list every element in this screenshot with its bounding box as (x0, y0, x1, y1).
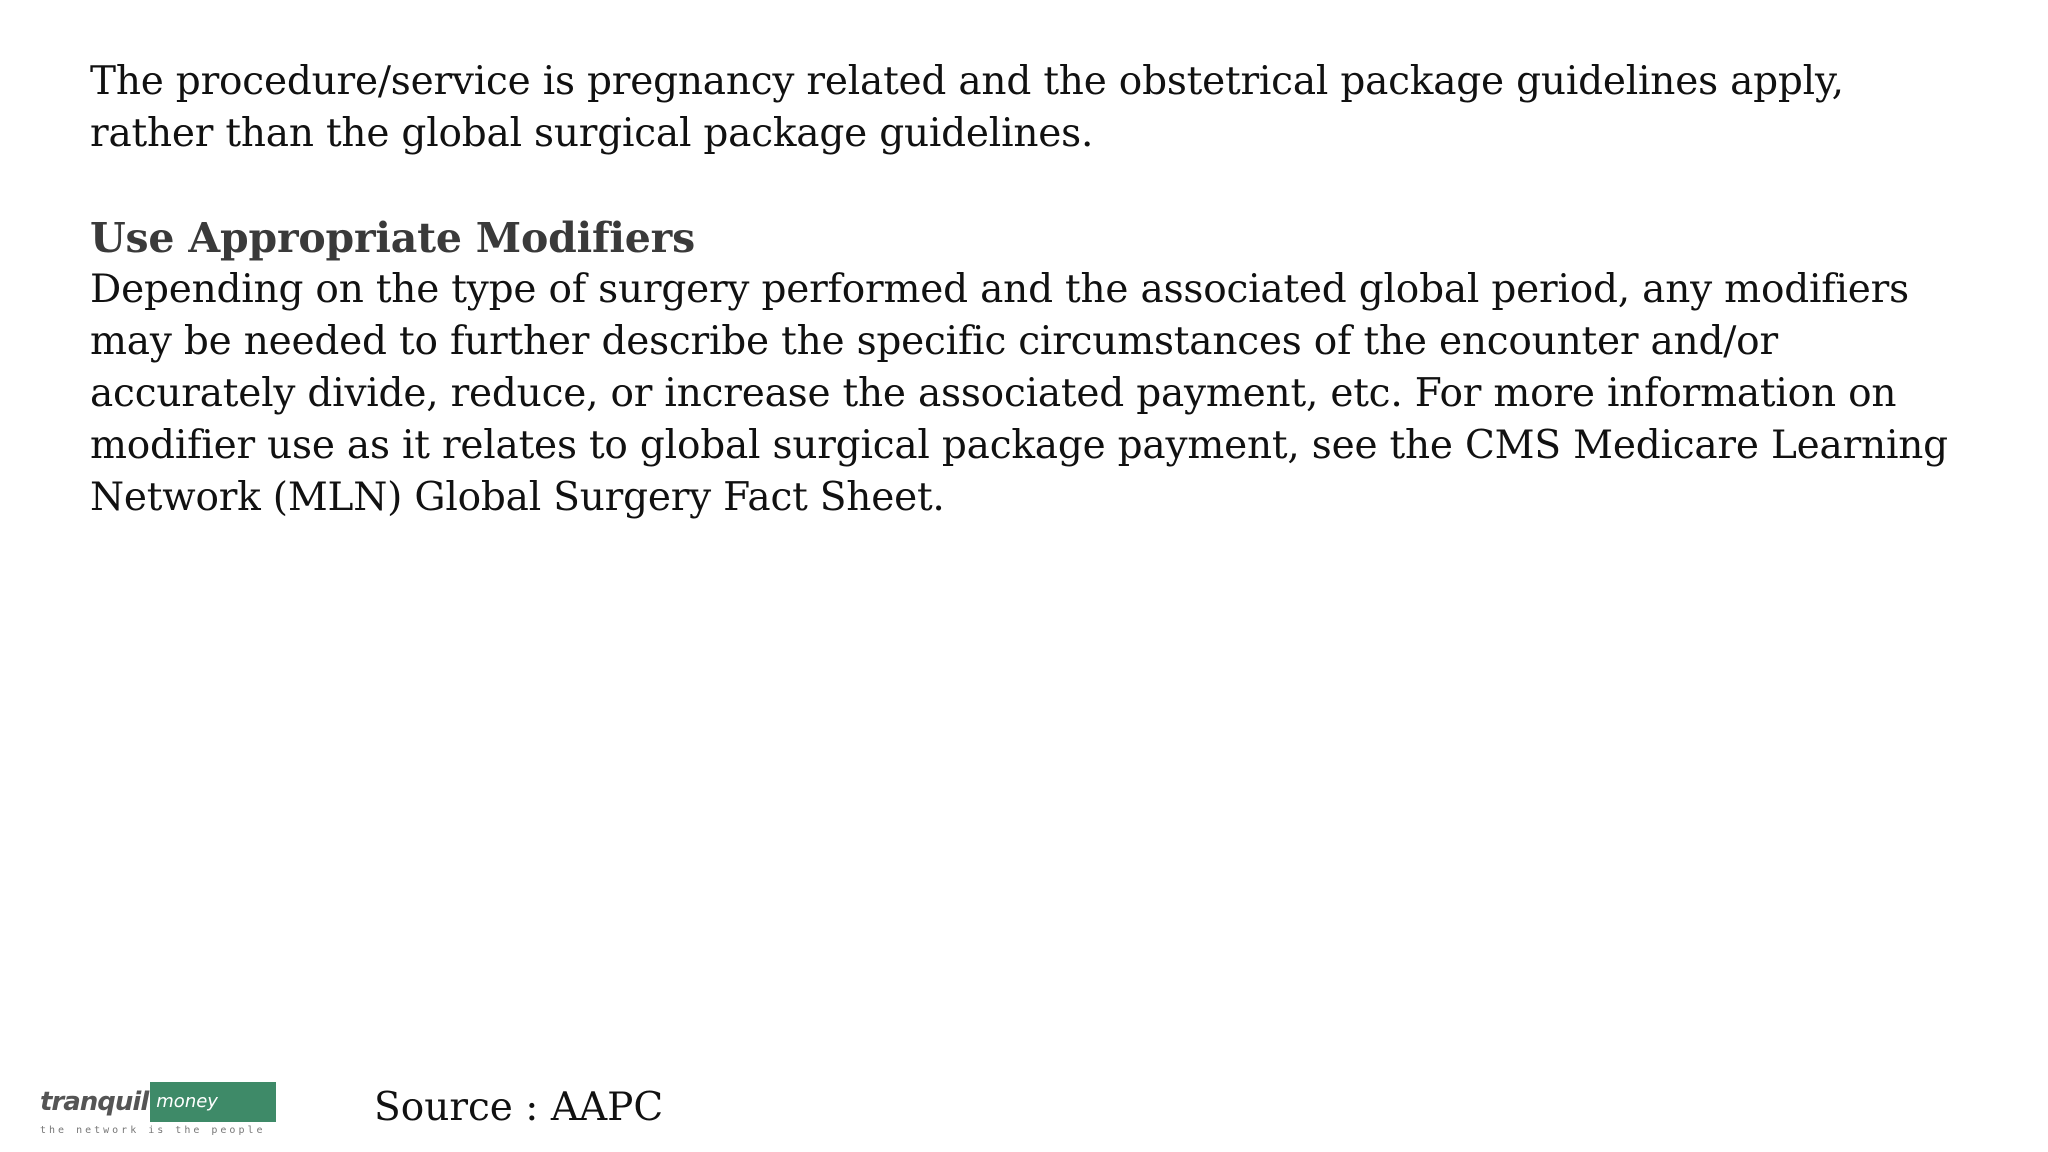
logo-word-money: money (150, 1082, 276, 1122)
brand-logo (40, 1082, 266, 1142)
body-line-5: Network (MLN) Global Surgery Fact Sheet. (90, 475, 945, 520)
source-citation: Source : AAPC (374, 1085, 664, 1130)
body-line-4: modifier use as it relates to global surgical package payment, see the CMS Medicare Learning (90, 423, 1948, 468)
intro-line-1: The procedure/service is pregnancy related and the obstetrical package guidelines apply, (90, 59, 1844, 104)
body-line-1: Depending on the type of surgery performed and the associated global period, any modifiers (90, 267, 1909, 312)
slide-content (90, 56, 1970, 524)
body-line-3: accurately divide, reduce, or increase the associated payment, etc. For more information on (90, 371, 1897, 416)
body-line-2: may be needed to further describe the specific circumstances of the encounter and/or (90, 319, 1778, 364)
paragraph-spacer (90, 160, 1970, 212)
logo-word-tranquil: tranquil (40, 1087, 149, 1117)
section-heading: Use Appropriate Modifiers (90, 214, 695, 262)
intro-line-2: rather than the global surgical package guidelines. (90, 111, 1094, 156)
logo-wordmark (40, 1082, 250, 1122)
logo-tagline: the network is the people (40, 1125, 266, 1136)
